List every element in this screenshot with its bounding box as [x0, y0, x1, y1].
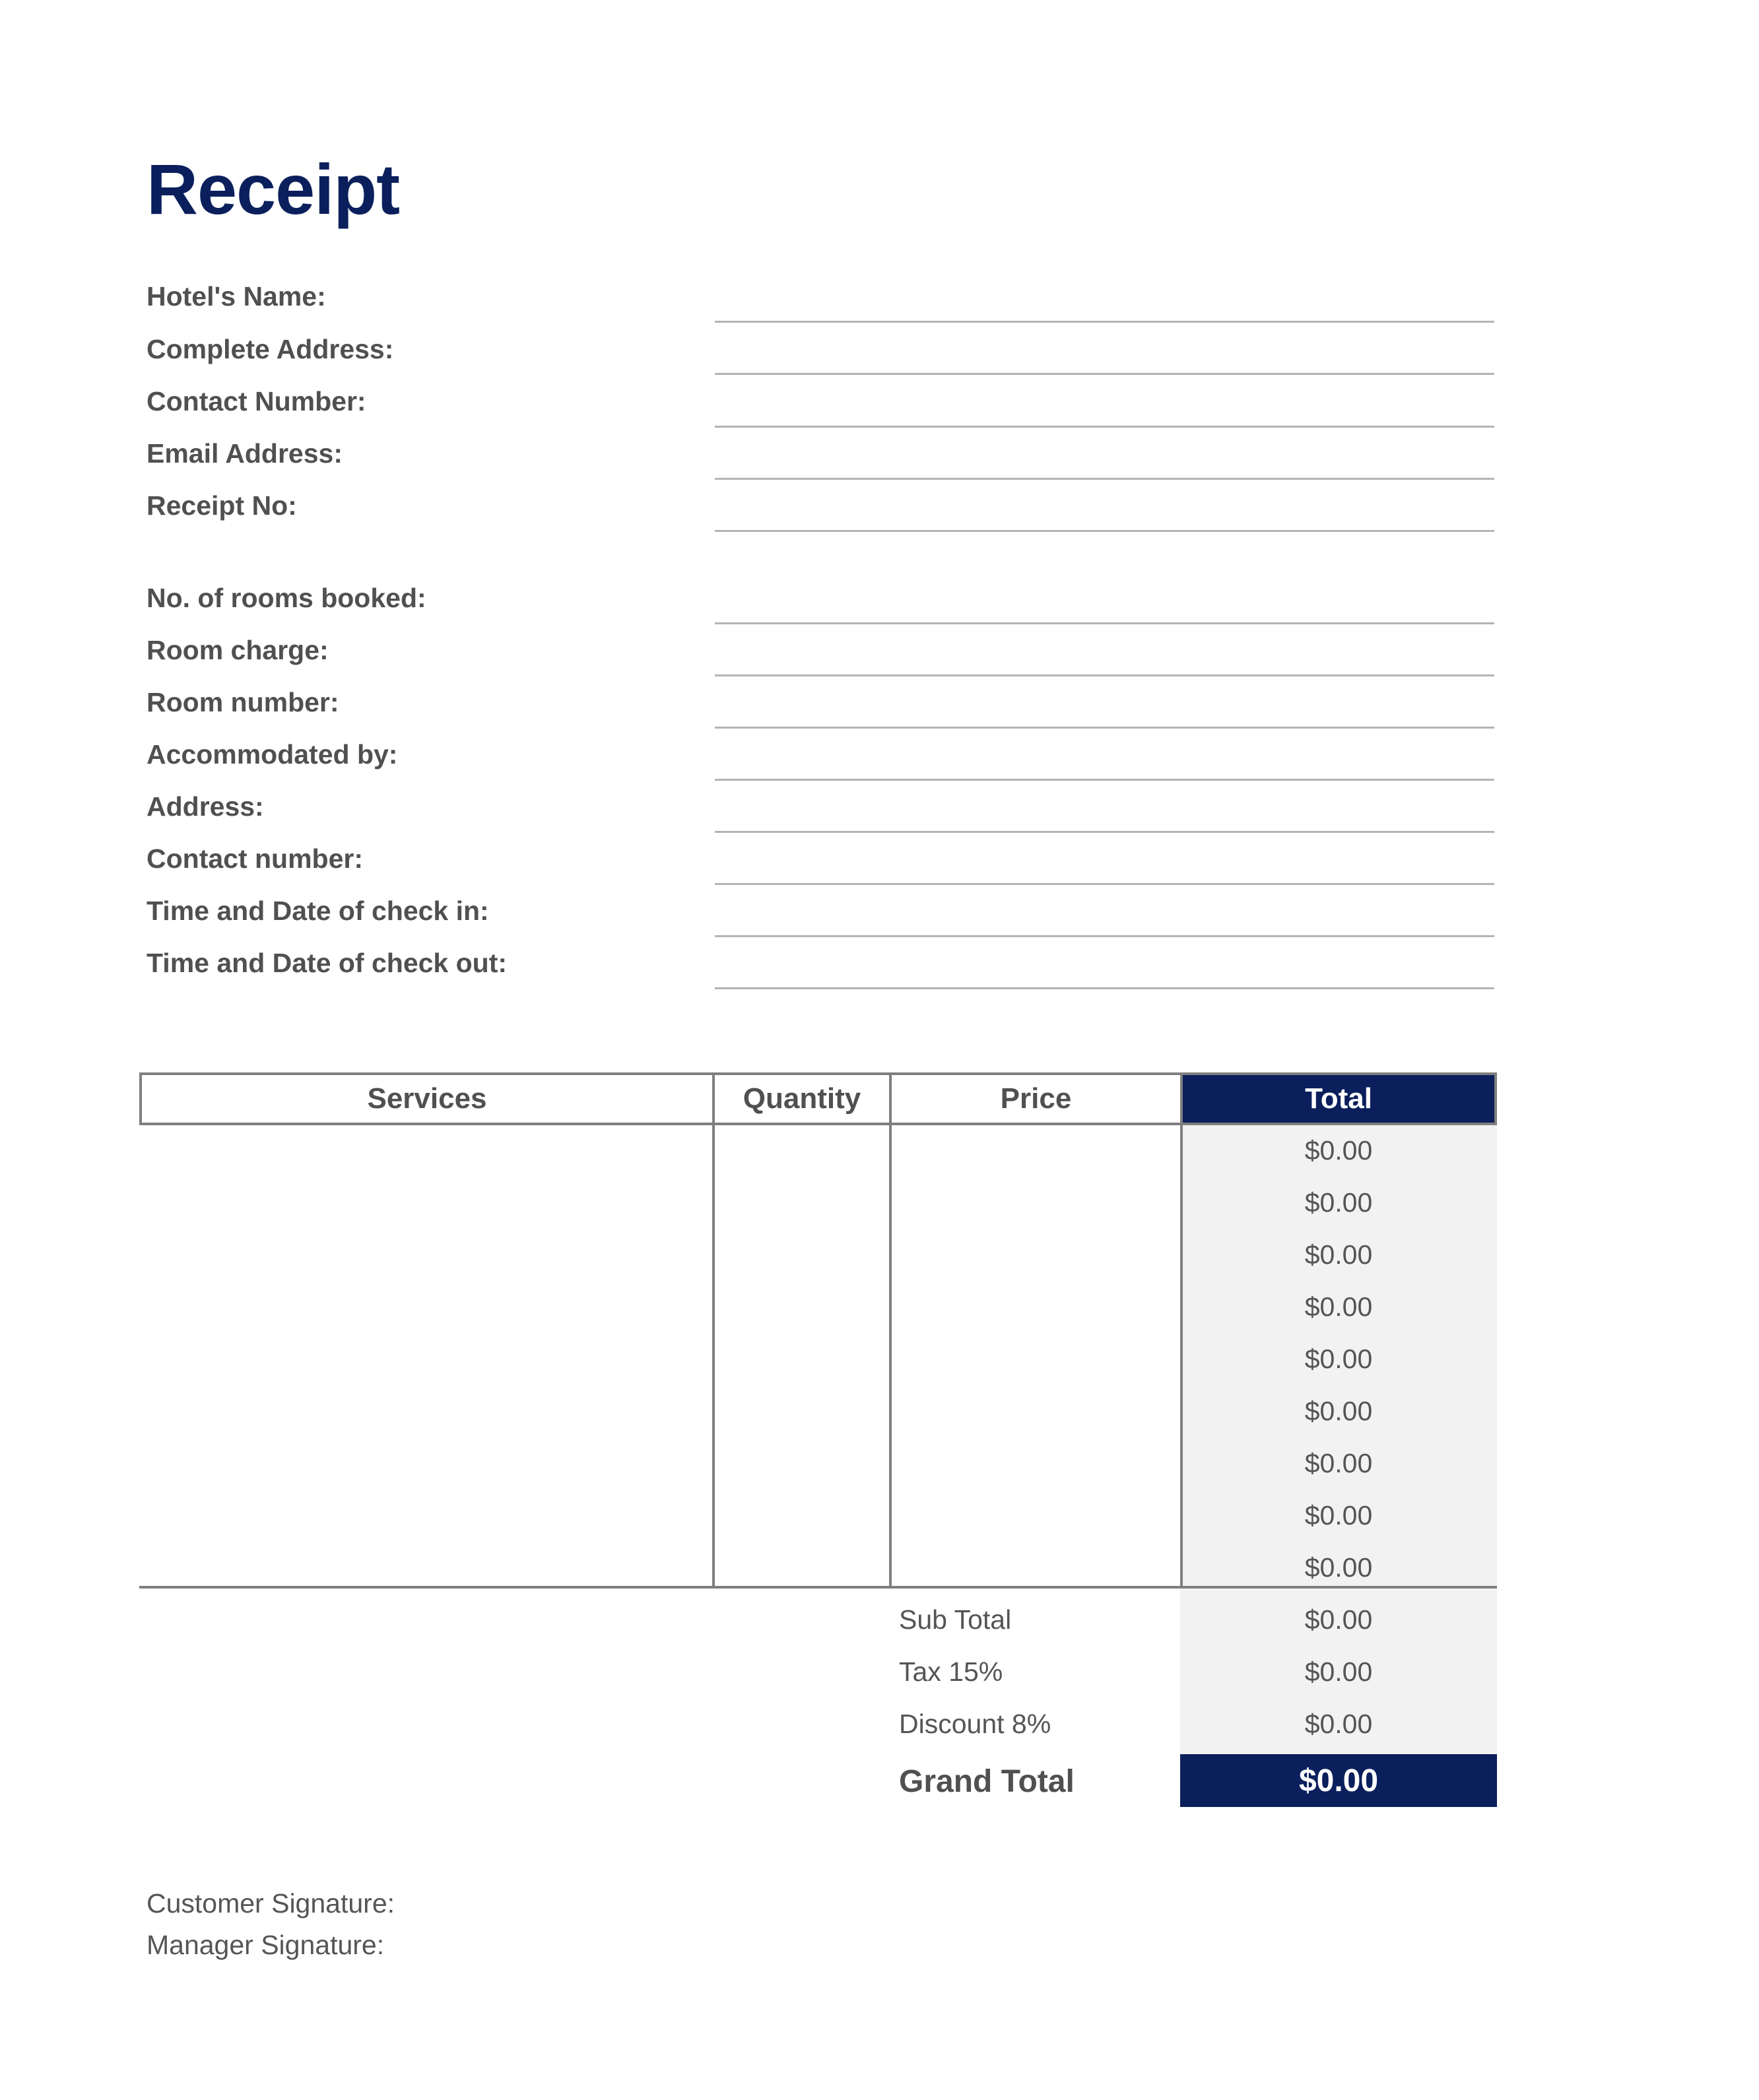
total-header: Total	[1180, 1072, 1497, 1125]
contact-number-label: Contact Number:	[147, 386, 366, 416]
manager-signature-label: Manager Signature:	[147, 1930, 385, 1960]
discount-label: Discount 8%	[899, 1709, 1051, 1739]
grand-total-label: Grand Total	[899, 1764, 1075, 1799]
guest-contact-number-label: Contact number:	[147, 843, 363, 874]
discount-value: $0.00	[1304, 1709, 1373, 1739]
check-out-label: Time and Date of check out:	[147, 948, 508, 978]
room-charge-field[interactable]	[715, 674, 1494, 676]
services-header: Services	[139, 1072, 715, 1125]
complete-address-field[interactable]	[715, 373, 1494, 375]
row-total: $0.00	[1304, 1187, 1373, 1218]
tax-label: Tax 15%	[899, 1657, 1003, 1687]
subtotal-label: Sub Total	[899, 1604, 1012, 1635]
check-in-label: Time and Date of check in:	[147, 896, 489, 926]
rooms-booked-field[interactable]	[715, 622, 1494, 624]
guest-contact-number-field[interactable]	[715, 883, 1494, 885]
rooms-booked-label: No. of rooms booked:	[147, 583, 426, 613]
row-total: $0.00	[1304, 1292, 1373, 1322]
check-out-field[interactable]	[715, 987, 1494, 989]
receipt-no-label: Receipt No:	[147, 490, 297, 521]
accommodated-by-field[interactable]	[715, 779, 1494, 781]
table-bottom-border	[139, 1586, 1497, 1589]
complete-address-label: Complete Address:	[147, 334, 394, 364]
receipt-no-field[interactable]	[715, 530, 1494, 532]
row-total: $0.00	[1304, 1396, 1373, 1426]
grand-total-value: $0.00	[1180, 1754, 1497, 1807]
tax-value: $0.00	[1304, 1657, 1373, 1687]
page-title: Receipt	[147, 149, 400, 229]
address-label: Address:	[147, 791, 264, 822]
room-charge-label: Room charge:	[147, 635, 329, 665]
check-in-field[interactable]	[715, 935, 1494, 937]
email-address-field[interactable]	[715, 478, 1494, 480]
row-total: $0.00	[1304, 1344, 1373, 1374]
email-address-label: Email Address:	[147, 438, 343, 469]
subtotal-value: $0.00	[1304, 1604, 1373, 1635]
row-total: $0.00	[1304, 1239, 1373, 1270]
accommodated-by-label: Accommodated by:	[147, 739, 398, 770]
room-number-label: Room number:	[147, 687, 339, 717]
price-column-divider	[889, 1125, 892, 1587]
quantity-header: Quantity	[712, 1072, 892, 1125]
row-total: $0.00	[1304, 1552, 1373, 1583]
address-field[interactable]	[715, 831, 1494, 833]
quantity-column-divider	[712, 1125, 715, 1587]
customer-signature-label: Customer Signature:	[147, 1888, 395, 1919]
row-total: $0.00	[1304, 1500, 1373, 1530]
contact-number-field[interactable]	[715, 426, 1494, 428]
row-total: $0.00	[1304, 1135, 1373, 1165]
hotel-name-field[interactable]	[715, 321, 1494, 323]
price-header: Price	[889, 1072, 1183, 1125]
row-total: $0.00	[1304, 1448, 1373, 1478]
room-number-field[interactable]	[715, 727, 1494, 729]
hotel-name-label: Hotel's Name:	[147, 281, 326, 312]
